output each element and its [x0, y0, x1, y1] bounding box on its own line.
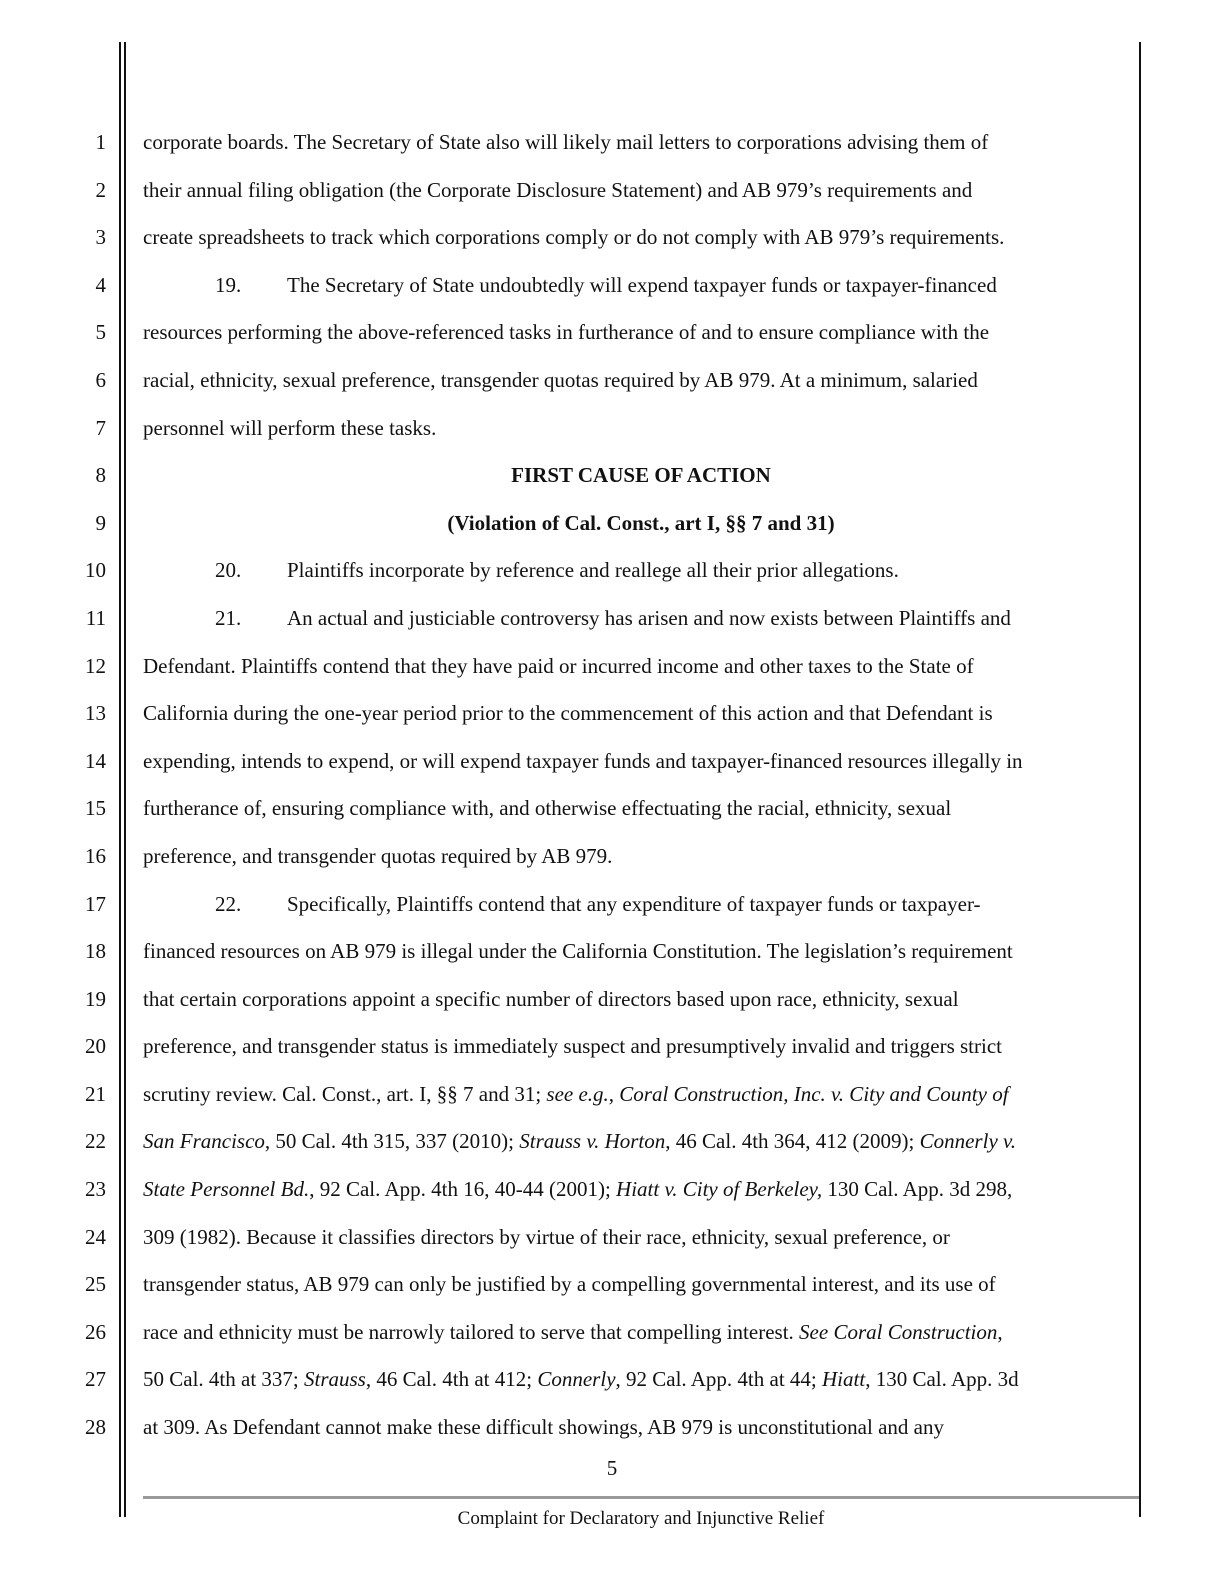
- line-number: 14: [85, 748, 106, 773]
- paragraph-22-line: [143, 881, 1139, 929]
- paragraph-20-line: [143, 547, 1139, 595]
- document-footer-title: Complaint for Declaratory and Injunctive Relief: [457, 1508, 825, 1529]
- line-number: 15: [85, 796, 106, 821]
- paragraph-number: 20.: [215, 558, 242, 583]
- line-number: 6: [95, 367, 106, 392]
- text-line: that certain corporations appoint a specific number of directors based upon race, ethnicity, sexual: [143, 986, 959, 1011]
- text-run: scrutiny review. Cal. Const., art. I, §§ 7 and 31;: [143, 1081, 547, 1106]
- paragraph-number: 19.: [215, 272, 242, 297]
- text-line: resources performing the above-referenced tasks in furtherance of and to ensure compliance with the: [143, 320, 990, 345]
- line-number: 17: [85, 891, 106, 916]
- case-citation: See Coral Construction: [799, 1319, 998, 1344]
- section-subheading: (Violation of Cal. Const., art I, §§ 7 and 31): [447, 510, 835, 535]
- line-number: 20: [85, 1034, 106, 1059]
- line-number: 27: [85, 1367, 106, 1392]
- text-line: at 309. As Defendant cannot make these difficult showings, AB 979 is unconstitutional and any: [143, 1415, 944, 1440]
- case-citation: Connerly: [537, 1367, 616, 1392]
- line-number: 16: [85, 843, 106, 868]
- pleading-line-numbers: [60, 119, 106, 1452]
- line-number: 11: [85, 605, 106, 630]
- line-number: 3: [95, 225, 106, 250]
- text-line: corporate boards. The Secretary of State also will likely mail letters to corporations advising them of: [143, 130, 989, 154]
- right-margin-rule: [1139, 42, 1141, 1517]
- text-run: , 130 Cal. App. 3d: [865, 1367, 1019, 1392]
- text-run: race and ethnicity must be narrowly tailored to serve that compelling interest.: [143, 1319, 800, 1344]
- case-citation: Hiatt v. City of Berkeley,: [616, 1177, 823, 1202]
- text-line: [143, 1309, 1139, 1357]
- line-number: 26: [85, 1319, 106, 1344]
- text-line: California during the one-year period prior to the commencement of this action and that Defendant is: [143, 701, 993, 726]
- text-line: create spreadsheets to track which corporations comply or do not comply with AB 979’s requirements.: [143, 225, 1005, 250]
- text-run: , 46 Cal. 4th 364, 412 (2009);: [665, 1129, 920, 1154]
- line-number: 4: [95, 272, 106, 297]
- line-number: 25: [85, 1272, 106, 1297]
- text-run: , 92 Cal. App. 4th 16, 40-44 (2001);: [309, 1177, 617, 1202]
- document-body: [143, 119, 1139, 1452]
- line-number: 9: [95, 510, 106, 535]
- text-run: , 50 Cal. 4th 315, 337 (2010);: [264, 1129, 520, 1154]
- text-line: furtherance of, ensuring compliance with, and otherwise effectuating the racial, ethnicity, sexual: [143, 796, 952, 821]
- line-number: 2: [95, 177, 106, 202]
- line-number: 28: [85, 1415, 106, 1440]
- text-line: [143, 1356, 1139, 1404]
- text-run: Specifically, Plaintiffs contend that any expenditure of taxpayer funds or taxpayer-: [287, 891, 981, 916]
- line-number: 10: [85, 558, 106, 583]
- line-number: 5: [95, 320, 106, 345]
- line-number: 22: [85, 1129, 106, 1154]
- left-margin-rule-inner: [124, 42, 126, 1517]
- case-citation: Strauss: [304, 1367, 366, 1392]
- text-run: , 46 Cal. 4th at 412;: [365, 1367, 538, 1392]
- text-line: their annual filing obligation (the Corporate Disclosure Statement) and AB 979’s requirements and: [143, 177, 973, 202]
- text-line: transgender status, AB 979 can only be justified by a compelling governmental interest, and its use of: [143, 1272, 996, 1297]
- paragraph-number: 21.: [215, 605, 242, 630]
- case-citation: State Personnel Bd.: [143, 1177, 310, 1202]
- line-number: 7: [95, 415, 106, 440]
- section-heading: FIRST CAUSE OF ACTION: [511, 463, 771, 488]
- case-citation: see e.g., Coral Construction, Inc. v. City and County of: [546, 1081, 1009, 1106]
- line-number: 24: [85, 1224, 106, 1249]
- text-run: An actual and justiciable controversy has arisen and now exists between Plaintiffs and: [287, 605, 1011, 630]
- text-line: [143, 1071, 1139, 1119]
- paragraph-19-line: [143, 262, 1139, 310]
- text-run: 50 Cal. 4th at 337;: [143, 1367, 304, 1392]
- text-run: , 92 Cal. App. 4th at 44;: [615, 1367, 823, 1392]
- text-line: financed resources on AB 979 is illegal under the California Constitution. The legislation’s requirement: [143, 939, 1013, 964]
- text-run: Plaintiffs incorporate by reference and reallege all their prior allegations.: [287, 558, 899, 583]
- line-number: 12: [85, 653, 106, 678]
- line-number: 8: [95, 463, 106, 488]
- line-number: 19: [85, 986, 106, 1011]
- page-number: 5: [606, 1456, 618, 1480]
- case-citation: Hiatt: [822, 1367, 866, 1392]
- case-citation: Connerly v.: [919, 1129, 1017, 1154]
- paragraph-21-line: [143, 595, 1139, 643]
- text-line: [143, 1166, 1139, 1214]
- case-citation: San Francisco: [143, 1129, 265, 1154]
- line-number: 21: [85, 1081, 106, 1106]
- text-run: 130 Cal. App. 3d 298,: [822, 1177, 1013, 1202]
- line-number: 23: [85, 1177, 106, 1202]
- line-number: 1: [95, 130, 106, 154]
- text-line: 309 (1982). Because it classifies directors by virtue of their race, ethnicity, sexual preference, or: [143, 1224, 950, 1249]
- footer-divider: [143, 1496, 1139, 1499]
- text-line: expending, intends to expend, or will expend taxpayer funds and taxpayer-financed resources illegally in: [143, 748, 1023, 773]
- case-citation: Strauss v. Horton: [519, 1129, 666, 1154]
- text-line: personnel will perform these tasks.: [143, 415, 437, 440]
- text-line: preference, and transgender quotas required by AB 979.: [143, 843, 613, 868]
- text-line: Defendant. Plaintiffs contend that they have paid or incurred income and other taxes to the State of: [143, 653, 974, 678]
- text-line: racial, ethnicity, sexual preference, transgender quotas required by AB 979. At a minimum, salaried: [143, 367, 978, 392]
- line-number: 13: [85, 701, 106, 726]
- left-margin-rule-outer: [119, 42, 121, 1517]
- text-run: The Secretary of State undoubtedly will expend taxpayer funds or taxpayer-financed: [287, 272, 997, 297]
- line-number: 18: [85, 939, 106, 964]
- text-run: ,: [997, 1319, 1003, 1344]
- text-line: [143, 1118, 1139, 1166]
- text-line: preference, and transgender status is immediately suspect and presumptively invalid and triggers strict: [143, 1034, 1002, 1059]
- paragraph-number: 22.: [215, 891, 242, 916]
